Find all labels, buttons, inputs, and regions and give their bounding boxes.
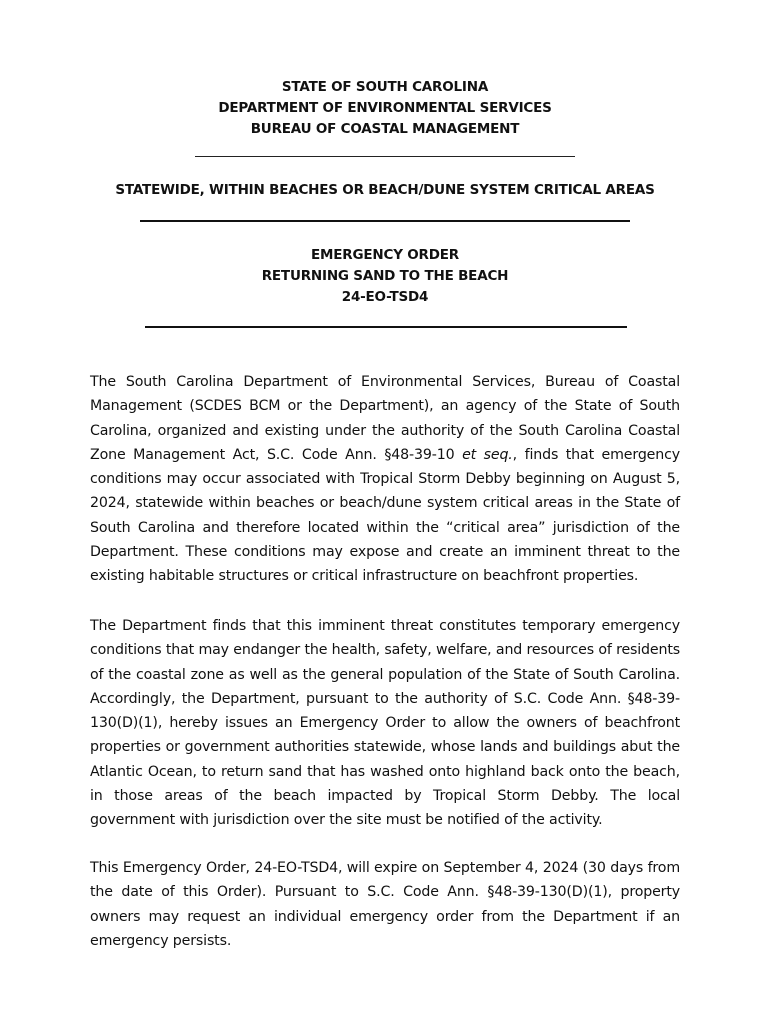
header-department: DEPARTMENT OF ENVIRONMENTAL SERVICES: [218, 100, 552, 116]
location-divider: [140, 220, 630, 222]
paragraph-expiration: This Emergency Order, 24-EO-TSD4, will expire on September 4, 2024 (30 days from the date of this Order). Pursuant to S.C. Code Ann. §48-39-130(D)(1), property owners may request an individual emergency order from the Department if an emergency persists.: [90, 860, 680, 949]
order-divider: [145, 326, 627, 328]
agency-header: [0, 77, 770, 140]
findings-text-start: The South Carolina Department of Environmental Services, Bureau of Coastal Management (SCDES BCM or the Department), an agency of the State of South Carolina, organized and existing under the authority of the South Carolina Coastal Zone Management Act, S.C. Code Ann. §48-39-10: [90, 374, 680, 463]
findings-text-end: , finds that emergency conditions may occur associated with Tropical Storm Debby beginning on August 5, 2024, statewide within beaches or beach/dune system critical areas in the State of South Carolina and therefore located within the “critical area” jurisdiction of the Department. These conditions may expose and create an imminent threat to the existing habitable structures or critical infrastructure on beachfront properties.: [90, 446, 680, 585]
location-line: STATEWIDE, WITHIN BEACHES OR BEACH/DUNE SYSTEM CRITICAL AREAS: [115, 182, 655, 198]
paragraph-order: The Department finds that this imminent threat constitutes temporary emergency conditions that may endanger the health, safety, welfare, and resources of residents of the coastal zone as well as the general population of the State of South Carolina. Accordingly, the Department, pursuant to the authority of S.C. Code Ann. §48-39-130(D)(1), hereby issues an Emergency Order to allow the owners of beachfront properties or government authorities statewide, whose lands and buildings abut the Atlantic Ocean, to return sand that has washed onto highland back onto the beach, in those areas of the beach impacted by Tropical Storm Debby. The local government with jurisdiction over the site must be notified of the activity.: [90, 618, 680, 829]
paragraph-findings: [90, 370, 680, 589]
header-bureau: BUREAU OF COASTAL MANAGEMENT: [250, 121, 520, 137]
order-number: 24-EO-TSD4: [341, 289, 429, 305]
order-type: EMERGENCY ORDER: [311, 247, 459, 263]
header-divider: [195, 156, 575, 157]
order-heading: [0, 245, 770, 308]
header-state: STATE OF SOUTH CAROLINA: [281, 79, 489, 95]
order-title: RETURNING SAND TO THE BEACH: [261, 268, 509, 284]
findings-italic-citation: et seq.: [462, 446, 513, 463]
